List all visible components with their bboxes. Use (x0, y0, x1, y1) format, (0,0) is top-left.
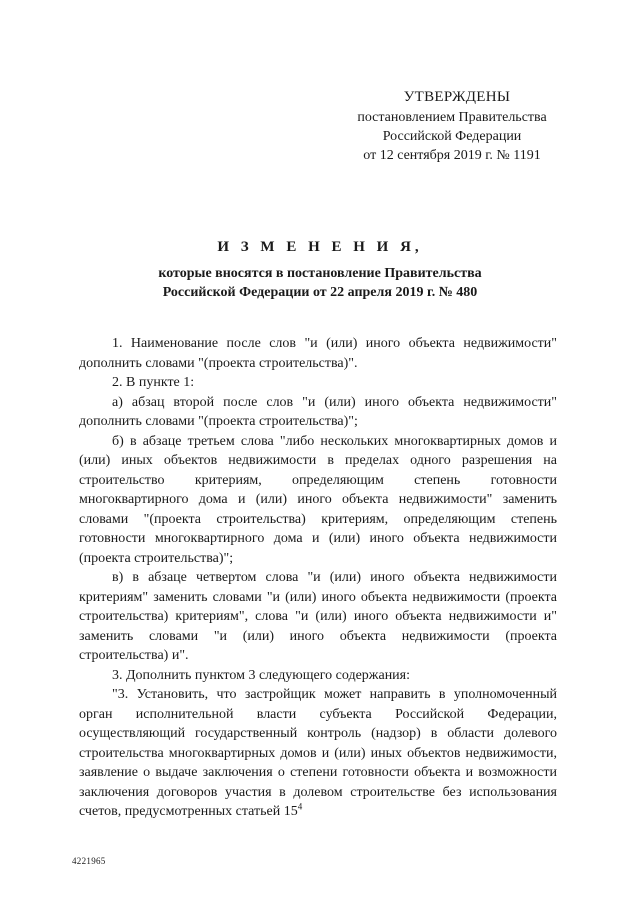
approval-heading: УТВЕРЖДЕНЫ (403, 89, 511, 105)
paragraph-3-text (79, 685, 557, 822)
paragraph-2a: а) абзац второй после слов "и (или) иного объекта недвижимости" дополнить словами "(проекта строительства)"; (79, 394, 557, 429)
footnote-superscript: 4 (297, 801, 303, 812)
subtitle-line-1: которые вносятся в постановление Правительства (158, 266, 482, 281)
paragraph-2: 2. В пункте 1: (112, 375, 195, 390)
document-body (79, 334, 557, 822)
paragraph-3-body: "3. Установить, что застройщик может направить в уполномоченный орган исполнительной власти субъекта Российской Федерации, осуществляющий государственный контроль (надзор) в области долевого строительства многоквартирных домов и (или) иных объектов недвижимости, заявление о выдаче заключения о степени готовности объекта и возможности заключения договоров участия в долевом строительстве без использования счетов, предусмотренных статьей 15 (79, 687, 557, 819)
subtitle-line-2: Российской Федерации от 22 апреля 2019 г. № 480 (162, 285, 478, 300)
paragraph-1: 1. Наименование после слов "и (или) иного объекта недвижимости" дополнить словами "(проекта строительства)". (79, 336, 557, 371)
approval-line-2: Российской Федерации (382, 129, 522, 144)
paragraph-2b: б) в абзаце третьем слова "либо нескольких многоквартирных домов и (или) иных объектов недвижимости в пределах одного разрешения на строительство критериям, определяющим степень готовности многоквартирного дома и (или) иного объекта недвижимости" заменить словами "(проекта строительства) критериям, определяющим степень готовности многоквартирного дома и (или) иного объекта недвижимости (проекта строительства)"; (79, 433, 557, 566)
paragraph-3: 3. Дополнить пунктом 3 следующего содержания: (112, 667, 411, 683)
document-code: 4221965 (72, 856, 106, 866)
approval-line-3: от 12 сентября 2019 г. № 1191 (363, 148, 541, 163)
paragraph-2v: в) в абзаце четвертом слова "и (или) иного объекта недвижимости критериям" заменить словами "и (или) иного объекта недвижимости (проекта строительства) критериям", слова "и (или) иного объекта недвижимости и" заменить словами "и (или) иного объекта недвижимости (проекта строительства) и". (79, 570, 557, 663)
approval-block (330, 88, 574, 165)
document-title: И З М Е Н Е Н И Я, (217, 239, 423, 255)
document-subtitle (80, 264, 560, 302)
approval-line-1: постановлением Правительства (357, 110, 547, 125)
